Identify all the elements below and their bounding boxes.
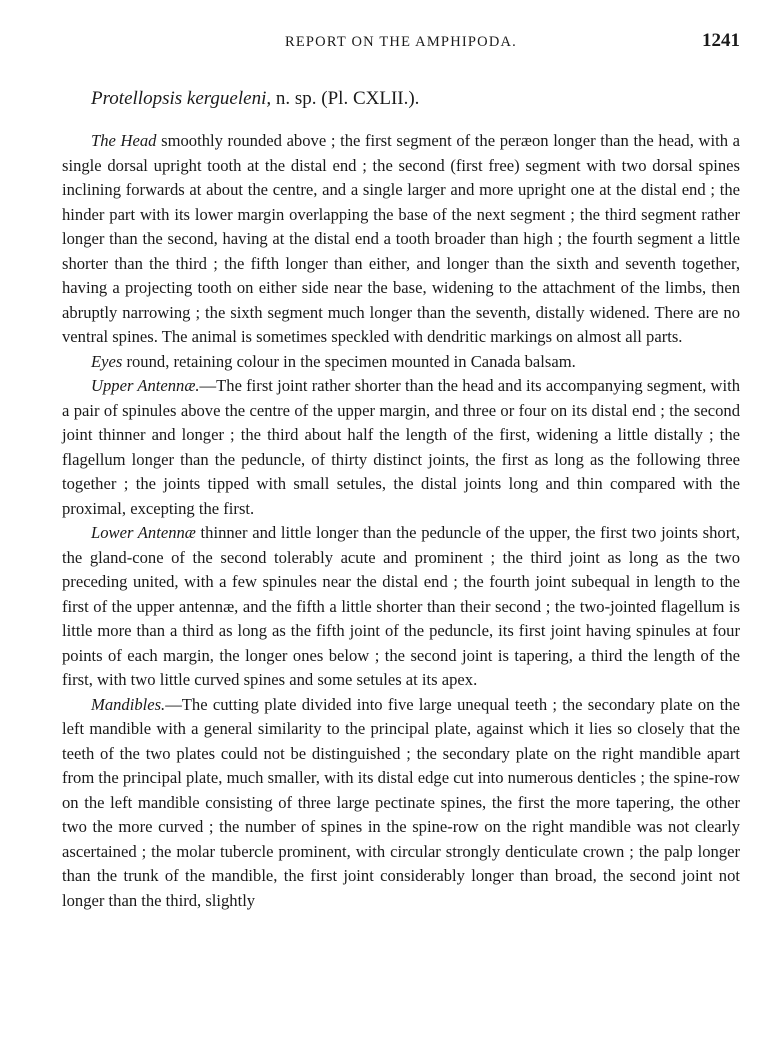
paragraph-text: round, retaining colour in the specimen mounted in Canada balsam.	[122, 351, 576, 371]
paragraph-eyes	[62, 350, 740, 375]
paragraph-text: —The cutting plate divided into five large unequal teeth ; the secondary plate on the left mandible with a general similarity to the principal plate, against which it lies so closely that the teeth of the two plates could not be distinguished ; the secondary plate on the right mandible apart from the principal plate, much smaller, with its distal edge cut into numerous denticles ; the spine-row on the left mandible consisting of three large pectinate spines, the first the more tapering, the other two the more curved ; the number of spines in the spine-row on the right mandible was not clearly ascertained ; the molar tubercle prominent, with circular strongly denticulate crown ; the palp longer than the trunk of the mandible, the first joint considerably longer than broad, the second joint not longer than the third, slightly	[62, 694, 740, 910]
paragraph-text: —The first joint rather shorter than the head and its accompanying segment, with a pair of spinules above the centre of the upper margin, and three or four on its distal end ; the second joint thinner and longer ; the third about half the length of the first, widening a little distally ; the flagellum longer than the peduncle, of thirty distinct joints, the first as long as the following three together ; the joints tipped with small setules, the distal joints long and thin compared with the proximal, excepting the first.	[62, 376, 741, 518]
paragraph-lead: The Head	[91, 131, 157, 150]
paragraph-upper-antennae	[62, 374, 740, 521]
paragraph-text: smoothly rounded above ; the first segment of the peræon longer than the head, with a single dorsal upright tooth at the distal end ; the second (first free) segment with two dorsal spines inclining forwards at about the centre, and a single larger and more upright one at the distal end ; the hinder part with its lower margin overlapping the base of the next segment ; the third segment rather longer than the second, having at the distal end a tooth broader than high ; the fourth segment a little shorter than the third ; the fifth longer than either, and longer than the sixth and seventh together, having a projecting tooth on either side near the base, widening to the attachment of the limbs, then abruptly narrowing ; the sixth segment much longer than the seventh, distally widened. There are no ventral spines. The animal is sometimes speckled with dendritic markings on almost all parts.	[62, 131, 740, 346]
species-heading	[91, 88, 419, 110]
page-number: 1241	[702, 30, 740, 51]
body-text	[62, 129, 740, 913]
paragraph-lead: Upper Antennæ.	[91, 376, 200, 395]
paragraph-lower-antennae	[62, 521, 740, 693]
paragraph-lead: Lower Antennæ	[91, 523, 196, 542]
paragraph-text: thinner and little longer than the peduncle of the upper, the first two joints short, the gland-cone of the second tolerably acute and prominent ; the third joint as long as the two preceding united, with a few spinules near the distal end ; the fourth joint subequal in length to the first of the upper antennæ, and the fifth a little shorter than their second ; the two-jointed flagellum is little more than a third as long as the fifth joint of the peduncle, its first joint having spinules at four points of each margin, the longer ones below ; the second joint is tapering, a third the length of the first, with two little curved spines and some setules at its apex.	[62, 523, 741, 689]
paragraph-lead: Mandibles.	[91, 694, 166, 714]
paragraph-head	[62, 129, 740, 350]
species-reference: n. sp. (Pl. CXLII.).	[271, 88, 420, 109]
running-title: REPORT ON THE AMPHIPODA.	[284, 34, 518, 50]
paragraph-lead: Eyes	[91, 351, 123, 371]
running-head	[62, 30, 740, 54]
species-name: Protellopsis kergueleni,	[91, 88, 272, 109]
paragraph-mandibles	[62, 693, 740, 914]
